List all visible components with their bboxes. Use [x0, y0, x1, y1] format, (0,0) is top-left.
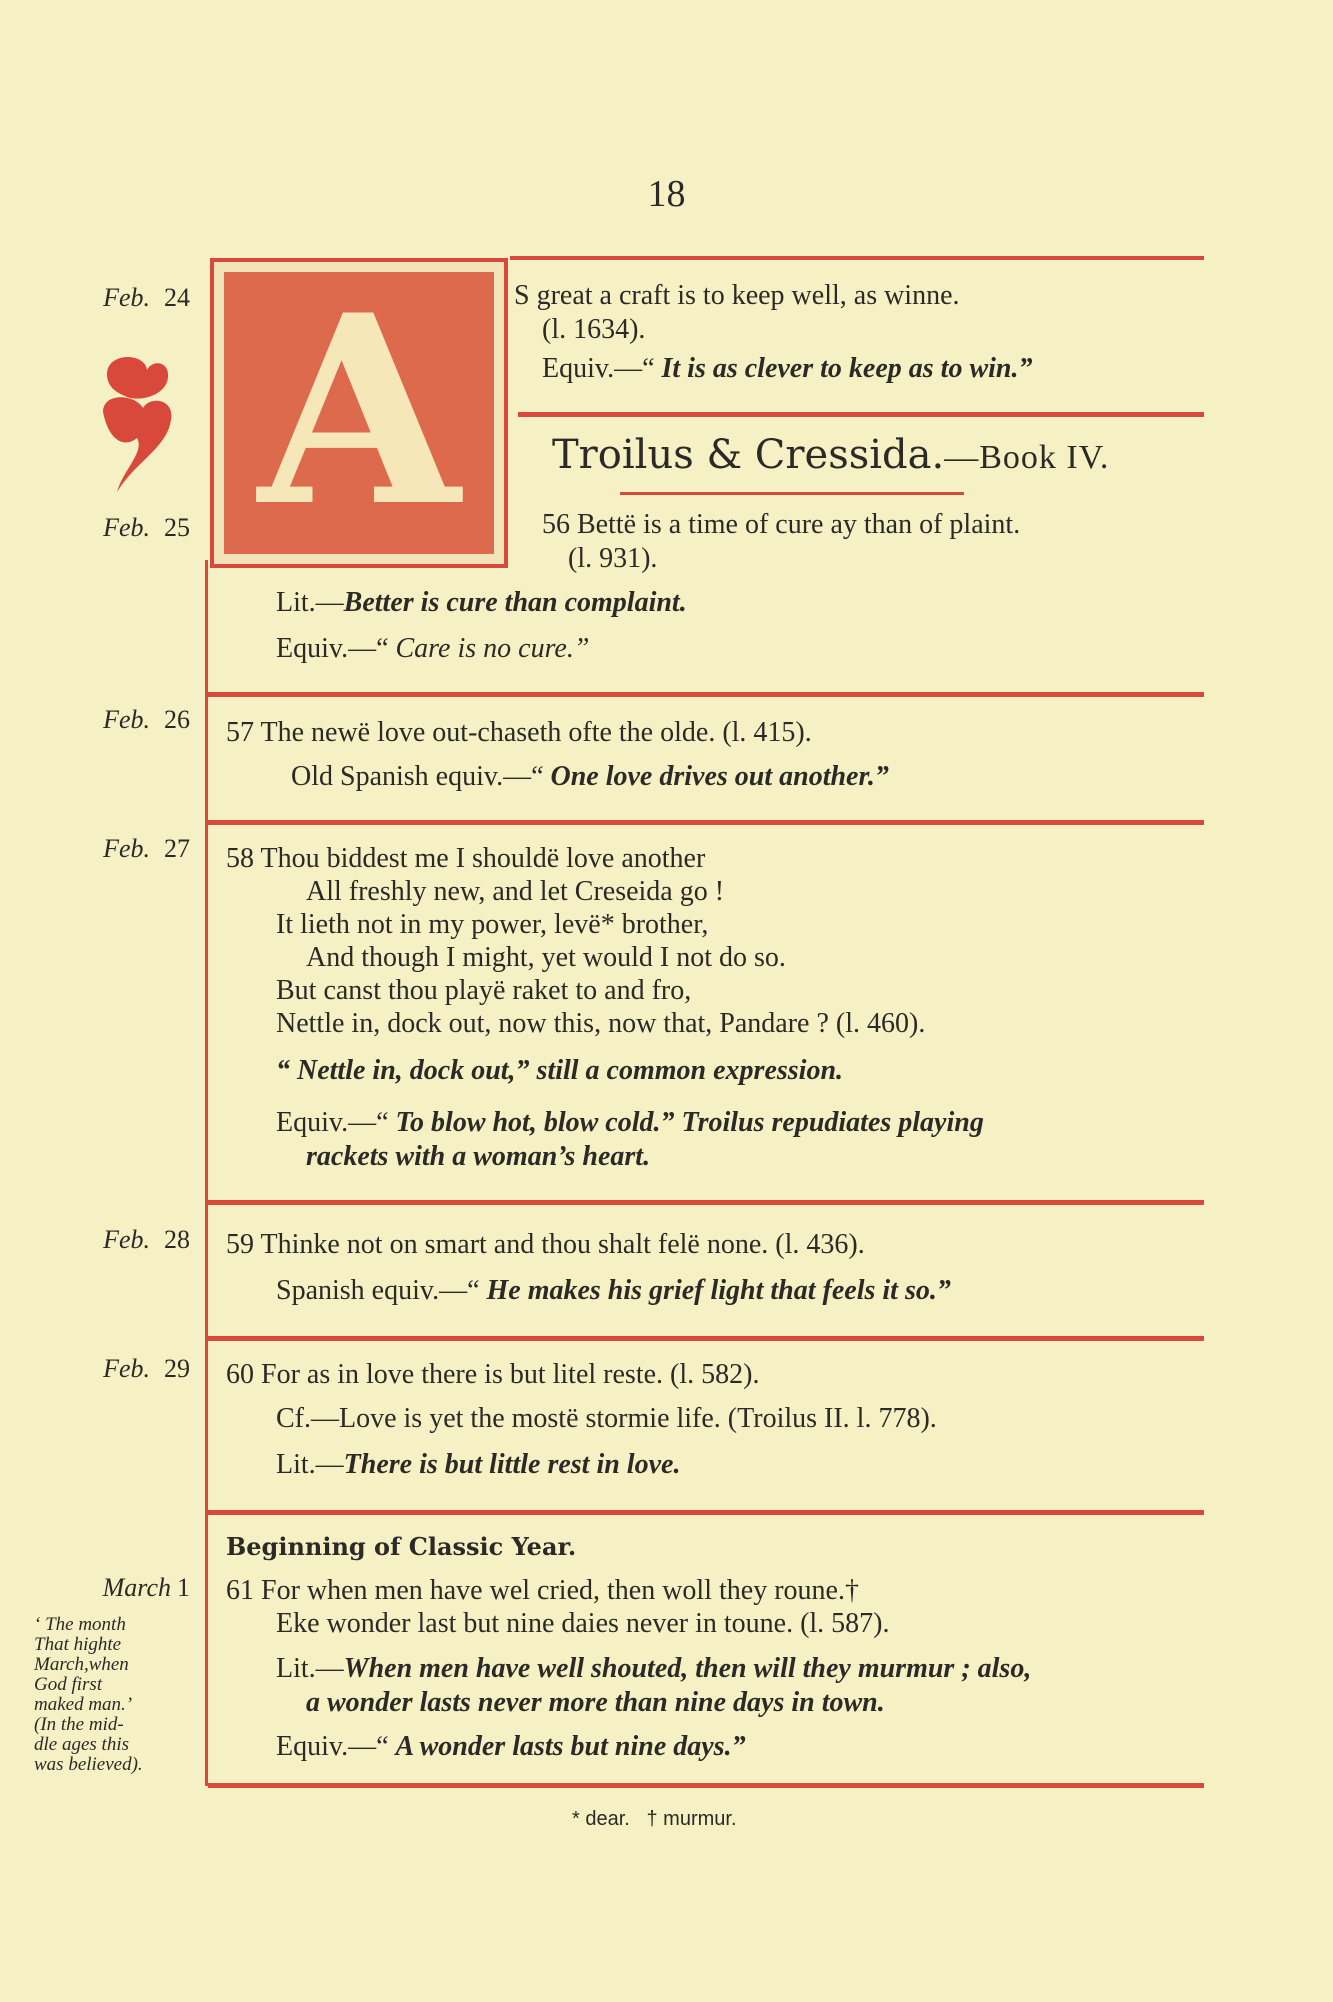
- entry-58-line: Nettle in, dock out, now this, now that, Pandare ? (l. 460).: [276, 1008, 926, 1039]
- page-number: 18: [647, 173, 686, 215]
- equiv-label: Equiv.—“: [276, 1107, 389, 1138]
- top-rule: [510, 256, 1204, 260]
- entry-60-line2: Cf.—Love is yet the mostë stormie life. (Troilus II. l. 778).: [276, 1403, 937, 1434]
- entry-56-line2: (l. 931).: [568, 543, 658, 574]
- entry-a-equiv: [542, 352, 1032, 386]
- date-month: Feb.: [103, 1225, 150, 1254]
- note-line: That highte: [34, 1634, 122, 1655]
- entry-58-line: But canst thou playë raket to and fro,: [276, 975, 692, 1006]
- date-feb-27: [30, 834, 190, 864]
- date-day: 27: [164, 834, 190, 863]
- note-line: maked man.’: [34, 1694, 133, 1715]
- heading-dash: —: [944, 439, 980, 476]
- entry-a-line1: S great a craft is to keep well, as winne.: [514, 280, 960, 311]
- date-day: 24: [164, 283, 190, 312]
- book-title: Troilus & Cressida.: [552, 432, 945, 478]
- date-march-1: [30, 1573, 190, 1603]
- rule: [208, 1510, 1204, 1515]
- note-line: March,when: [34, 1654, 129, 1675]
- equiv-label: Equiv.—“: [542, 353, 655, 384]
- equiv-text: To blow hot, blow cold.” Troilus repudiates playing: [395, 1107, 984, 1138]
- date-feb-25: [30, 513, 190, 543]
- entry-61-line1: 61 For when men have wel cried, then woll they roune.†: [226, 1575, 859, 1606]
- date-day: 25: [164, 513, 190, 542]
- note-line: God first: [34, 1674, 103, 1695]
- heart-ornament-icon: [95, 352, 175, 502]
- equiv-label: Equiv.—“: [276, 1731, 389, 1762]
- entry-59-equiv: [276, 1274, 951, 1308]
- equiv-label: Spanish equiv.—“: [276, 1275, 480, 1306]
- heading-underline-rule: [620, 492, 964, 495]
- date-feb-28: [30, 1225, 190, 1255]
- entry-58-note: “ Nettle in, dock out,” still a common expression.: [276, 1055, 844, 1086]
- bottom-rule: [208, 1783, 1204, 1788]
- entry-61-equiv: [276, 1730, 746, 1764]
- lit-text: When men have well shouted, then will they murmur ; also,: [343, 1653, 1032, 1684]
- lit-label: Lit.—: [276, 587, 344, 618]
- date-month: Feb.: [103, 1354, 150, 1383]
- date-month: Feb.: [103, 705, 150, 734]
- entry-60-line1: 60 For as in love there is but litel reste. (l. 582).: [226, 1359, 760, 1390]
- entry-61-lit: [276, 1652, 1031, 1686]
- march-side-note: [34, 1615, 190, 1775]
- rule: [208, 692, 1204, 697]
- entry-58-line: All freshly new, and let Creseida go !: [306, 876, 725, 907]
- note-line: (In the mid-: [34, 1714, 124, 1735]
- equiv-label: Old Spanish equiv.—“: [291, 761, 544, 792]
- date-day: 26: [164, 705, 190, 734]
- footnote: * dear. † murmur.: [572, 1808, 737, 1830]
- date-month: Feb.: [103, 283, 150, 312]
- entry-61-lit-cont: a wonder lasts never more than nine days in town.: [306, 1687, 885, 1718]
- section-heading: Beginning of Classic Year.: [226, 1532, 577, 1561]
- date-month: March: [102, 1573, 171, 1602]
- rule: [208, 1200, 1204, 1205]
- date-month: Feb.: [103, 834, 150, 863]
- entry-58-line: 58 Thou biddest me I shouldë love another: [226, 843, 706, 874]
- date-feb-29: [30, 1354, 190, 1384]
- entry-58-line: It lieth not in my power, levë* brother,: [276, 909, 709, 940]
- note-line: was believed).: [34, 1754, 143, 1775]
- lit-label: Lit.—: [276, 1653, 344, 1684]
- entry-58-equiv: [276, 1106, 984, 1140]
- rule: [518, 412, 1204, 417]
- book-number: Book IV.: [979, 439, 1110, 476]
- initial-letter: A: [258, 259, 460, 564]
- entry-58-line: And though I might, yet would I not do so.: [306, 942, 786, 973]
- date-feb-24: [30, 283, 190, 313]
- equiv-text: Care is no cure.”: [395, 633, 590, 664]
- entry-59-line1: 59 Thinke not on smart and thou shalt felë none. (l. 436).: [226, 1229, 865, 1260]
- lit-text: There is but little rest in love.: [343, 1449, 681, 1480]
- entry-58-equiv-cont: rackets with a woman’s heart.: [306, 1141, 651, 1172]
- equiv-text: A wonder lasts but nine days.”: [395, 1731, 746, 1762]
- entry-a-line2: (l. 1634).: [542, 314, 646, 345]
- lit-label: Lit.—: [276, 1449, 344, 1480]
- entry-57-equiv: [291, 760, 889, 794]
- date-day: 29: [164, 1354, 190, 1383]
- entry-56-line1: 56 Bettë is a time of cure ay than of plaint.: [542, 509, 1021, 540]
- equiv-text: He makes his grief light that feels it so.”: [486, 1275, 951, 1306]
- left-border-rule: [205, 560, 208, 1786]
- entry-61-line2: Eke wonder last but nine daies never in toune. (l. 587).: [276, 1608, 890, 1639]
- rule: [208, 820, 1204, 825]
- entry-56-equiv: [276, 632, 589, 666]
- lit-text: Better is cure than complaint.: [343, 587, 687, 618]
- equiv-label: Equiv.—“: [276, 633, 389, 664]
- decorated-initial: [210, 258, 508, 568]
- equiv-text: One love drives out another.”: [550, 761, 889, 792]
- entry-57-line1: 57 The newë love out-chaseth ofte the olde. (l. 415).: [226, 717, 812, 748]
- book-heading: [552, 432, 1109, 478]
- note-line: ‘ The month: [34, 1614, 126, 1635]
- date-feb-26: [30, 705, 190, 735]
- date-day: 1: [177, 1573, 190, 1602]
- note-line: dle ages this: [34, 1734, 129, 1755]
- entry-56-lit: [276, 586, 687, 620]
- entry-60-lit: [276, 1448, 680, 1482]
- equiv-text: It is as clever to keep as to win.”: [661, 353, 1033, 384]
- date-month: Feb.: [103, 513, 150, 542]
- rule: [208, 1336, 1204, 1341]
- date-day: 28: [164, 1225, 190, 1254]
